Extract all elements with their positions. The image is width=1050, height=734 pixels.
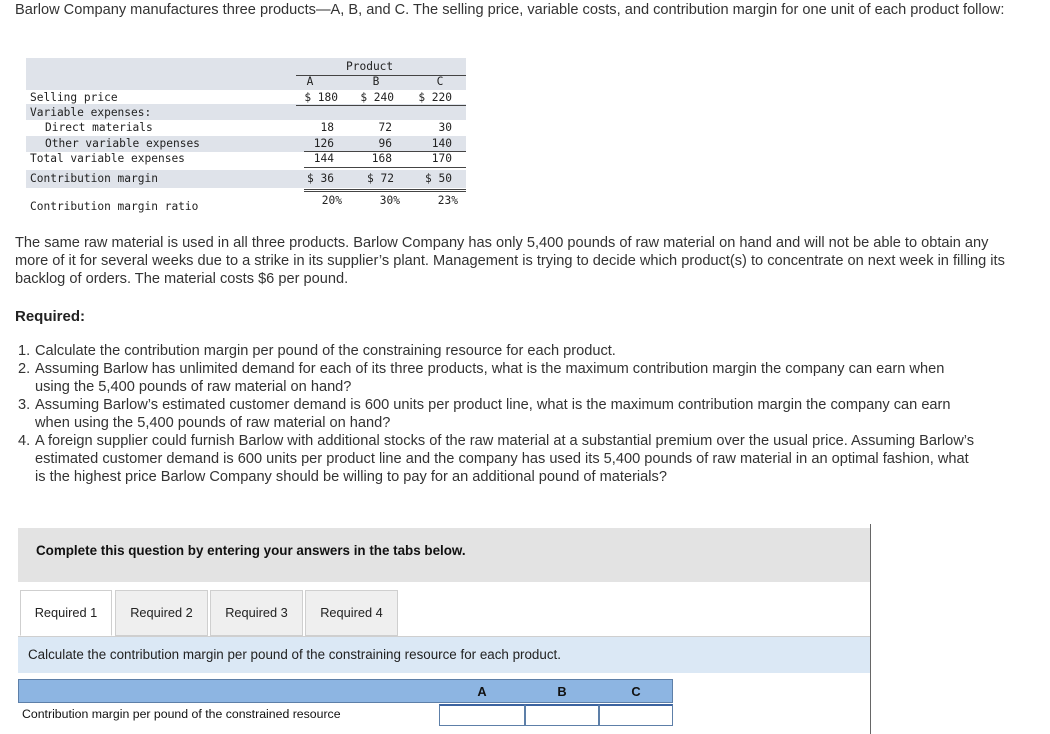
table-row [26, 171, 466, 187]
item-text: Assuming Barlow has unlimited demand for each of its three products, what is the maximum contribution margin the company can earn when using the 5,400 pounds of raw material on hand? [35, 361, 945, 395]
cell-value: 30 [438, 121, 452, 134]
answer-input-b[interactable] [525, 704, 599, 726]
table-row [26, 90, 466, 106]
column-header-c: C [436, 75, 444, 88]
item-number: 1. [18, 343, 31, 359]
cell-value: $ 36 [307, 172, 334, 185]
panel-border [870, 524, 871, 734]
answer-input-c[interactable] [599, 704, 673, 726]
row-label: Contribution margin [30, 172, 158, 185]
cell-value: 30% [379, 194, 400, 207]
list-item [18, 396, 978, 432]
item-text: Assuming Barlow’s estimated customer demand is 600 units per product line, what is the maximum contribution margin the company can earn when using the 5,400 pounds of raw material on hand? [35, 397, 951, 431]
table-header-band [26, 58, 466, 90]
row-label: Contribution margin ratio [30, 200, 199, 213]
table-row [26, 193, 466, 209]
row-label: Other variable expenses [45, 137, 200, 150]
tab-required-4[interactable]: Required 4 [305, 590, 398, 636]
instruction-text: Complete this question by entering your answers in the tabs below. [36, 543, 466, 558]
row-label: Selling price [30, 91, 118, 104]
column-header-a: A [306, 75, 314, 88]
requirements-list [18, 342, 978, 486]
instruction-banner [18, 528, 870, 582]
item-text: A foreign supplier could furnish Barlow with additional stocks of the raw material at a substantial premium over the usual price. Assuming Barlow’s estimated customer demand is 600 units per product line and the company has used its 5,400 pounds of raw material in an optimal fashion, what is the highest price Barlow Company should be willing to pay for an additional pound of materials? [35, 433, 975, 485]
answer-row-label: Contribution margin per pound of the constrained resource [22, 707, 341, 721]
cell-value: 170 [431, 152, 452, 165]
required-heading: Required: [15, 308, 86, 325]
raw-material-text: The same raw material is used in all three products. Barlow Company has only 5,400 pounds of raw material on hand and will not be able to obtain any more of it for several weeks due to a strike in its supplier’s plant. Management is trying to decide which product(s) to concentrate on next week in filling its backlog of orders. The material costs $6 per pound. [15, 235, 1005, 287]
cell-value: $ 220 [418, 91, 452, 104]
table-row [26, 151, 466, 167]
cell-value: $ 50 [425, 172, 452, 185]
cell-value: 96 [378, 137, 392, 150]
answer-column-c: C [631, 684, 641, 699]
item-number: 2. [18, 361, 31, 377]
row-label: Direct materials [45, 121, 153, 134]
cell-value: 126 [313, 137, 334, 150]
cell-value: 144 [313, 152, 334, 165]
item-text: Calculate the contribution margin per pound of the constraining resource for each product. [35, 343, 616, 359]
row-label: Total variable expenses [30, 152, 185, 165]
answer-table-header [18, 679, 673, 703]
cell-value: 168 [371, 152, 392, 165]
tab-required-2[interactable]: Required 2 [115, 590, 208, 636]
item-number: 4. [18, 433, 31, 449]
answer-column-a: A [477, 684, 487, 699]
cell-value: 18 [320, 121, 334, 134]
tab-required-3[interactable]: Required 3 [210, 590, 303, 636]
divider [304, 167, 466, 168]
cell-value: 20% [321, 194, 342, 207]
cell-value: $ 180 [304, 91, 338, 104]
cell-value: 72 [378, 121, 392, 134]
list-item [18, 360, 978, 396]
intro-text: Barlow Company manufactures three products—A, B, and C. The selling price, variable costs, and contribution margin for one unit of each product follow: [15, 2, 1005, 18]
table-row [26, 136, 466, 152]
row-label: Variable expenses: [30, 106, 152, 119]
table-row [26, 105, 466, 121]
cell-value: $ 72 [367, 172, 394, 185]
divider [304, 191, 466, 192]
answer-input-a[interactable] [439, 704, 525, 726]
answer-column-b: B [557, 684, 567, 699]
table-row [26, 120, 466, 136]
list-item [18, 432, 978, 486]
tab-prompt-bar [18, 637, 870, 673]
column-header-b: B [372, 75, 380, 88]
divider [304, 189, 466, 190]
cell-value: 140 [431, 137, 452, 150]
product-group-header: Product [346, 60, 394, 73]
cell-value: $ 240 [360, 91, 394, 104]
item-number: 3. [18, 397, 31, 413]
cell-value: 23% [437, 194, 458, 207]
tab-prompt-text: Calculate the contribution margin per pound of the constraining resource for each product. [28, 647, 561, 662]
list-item [18, 342, 978, 360]
tab-required-1[interactable]: Required 1 [20, 590, 112, 636]
table-row [18, 703, 673, 727]
